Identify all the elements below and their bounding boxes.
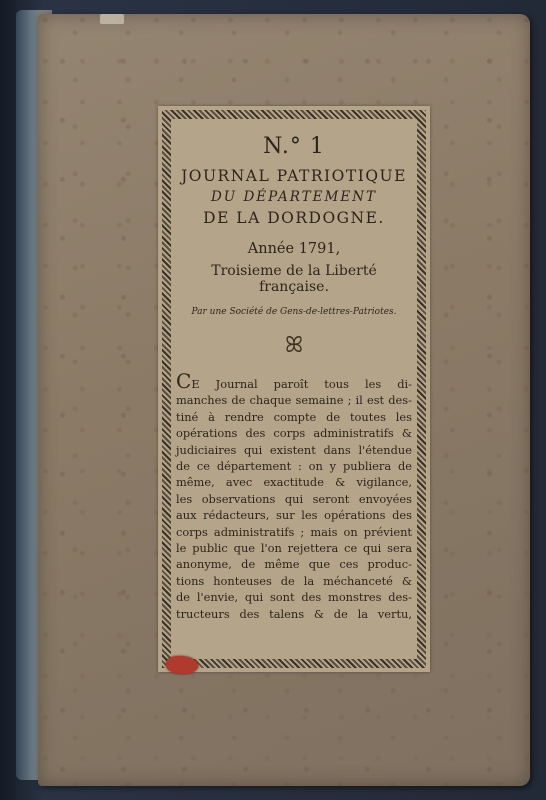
drop-cap: C — [176, 369, 192, 393]
body-line-0: CE Journal paroît tous les di- — [176, 369, 412, 393]
title-line-1: JOURNAL PATRIOTIQUE — [181, 167, 407, 185]
body-line: judiciaires qui existent dans l'étendue — [176, 442, 412, 457]
cover-tab — [100, 14, 124, 24]
body-line: corps administratifs ; mais on prévient — [176, 524, 412, 539]
body-line: tiné à rendre compte de toutes les — [176, 409, 412, 424]
issue-number: N.° 1 — [263, 134, 325, 159]
body-line: de ce département : on y publiera de — [176, 459, 412, 474]
body-line: de l'envie, qui sont des monstres des- — [176, 590, 412, 605]
title-line-2: DU DÉPARTEMENT — [210, 189, 378, 205]
fleuron-ornament-icon: ꕤ — [284, 333, 304, 358]
body-line: opérations des corps administratifs & — [176, 426, 412, 441]
body-line: même, avec exactitude & vigilance, — [176, 475, 412, 490]
red-wax-seal — [166, 656, 198, 674]
body-line: anonyme, de même que ces produc- — [176, 557, 412, 572]
title-label — [158, 106, 430, 672]
liberty-line: Troisieme de la Liberté française. — [211, 263, 377, 295]
body-line: manches de chaque semaine ; il est des- — [176, 393, 412, 408]
body-line: aux rédacteurs, sur les opérations des — [176, 508, 412, 523]
body-line: les observations qui seront envoyées — [176, 491, 412, 506]
authors-line: Par une Société de Gens-de-lettres-Patriotes. — [191, 307, 397, 317]
body-line: le public que l'on rejettera ce qui sera — [176, 541, 412, 556]
body-text — [176, 369, 412, 622]
body-line: tructeurs des talens & de la vertu, — [176, 606, 412, 621]
year-line: Année 1791, — [247, 241, 341, 257]
body-line: tions honteuses de la méchanceté & — [176, 573, 412, 588]
label-content — [176, 130, 412, 660]
title-line-3: DE LA DORDOGNE. — [203, 209, 385, 227]
